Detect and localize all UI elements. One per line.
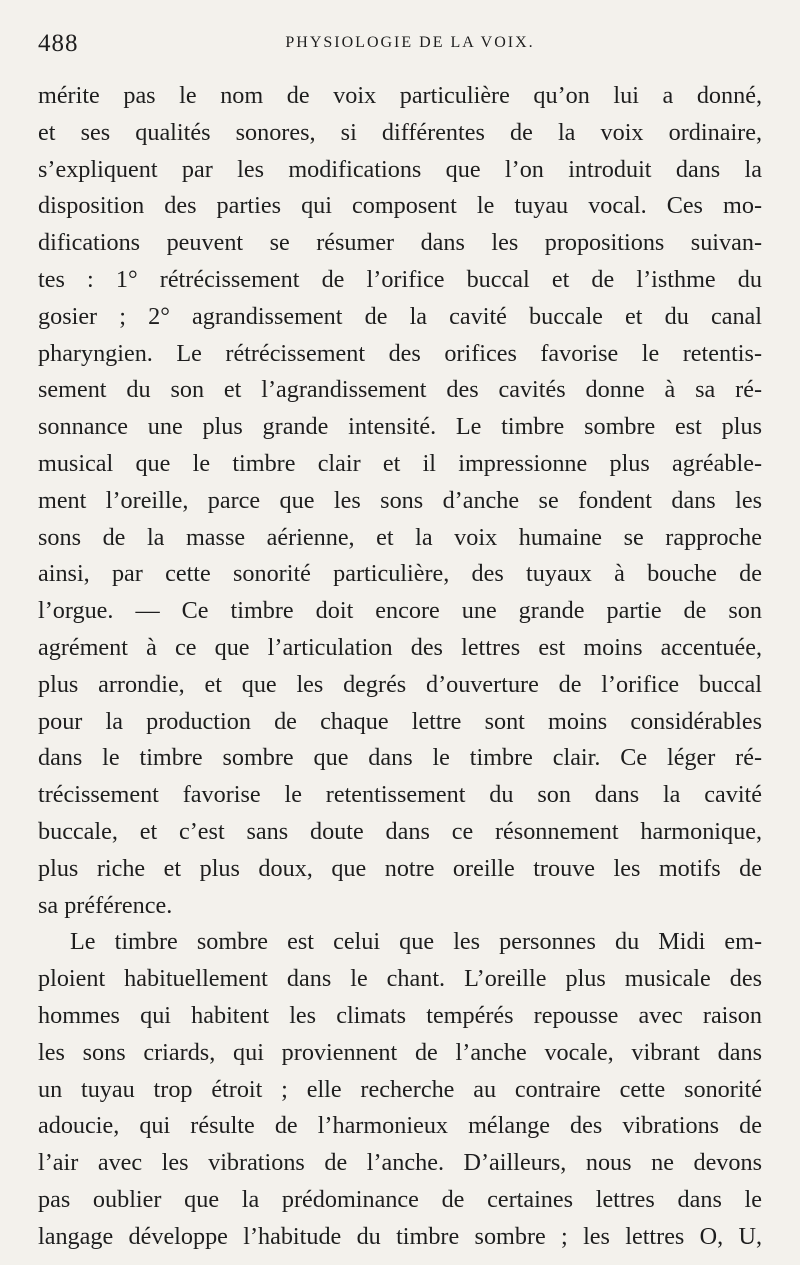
paragraph-end-line: sa préférence.: [38, 891, 173, 919]
text-line: l’orgue. — Ce timbre doit encore une grande partie de son: [38, 597, 762, 625]
text-line: ainsi, par cette sonorité particulière, des tuyaux à bouche de: [38, 560, 762, 588]
text-line: trécissement favorise le retentissement du son dans la cavité: [38, 781, 762, 809]
text-line: pas oublier que la prédominance de certaines lettres dans le: [38, 1185, 762, 1213]
text-line: ploient habituellement dans le chant. L’oreille plus musicale des: [38, 965, 762, 993]
text-line: et ses qualités sonores, si différentes de la voix ordinaire,: [38, 118, 762, 146]
text-line: gosier ; 2° agrandissement de la cavité buccale et du canal: [38, 302, 762, 330]
text-line: sons de la masse aérienne, et la voix humaine se rapproche: [38, 523, 762, 551]
text-line: pharyngien. Le rétrécissement des orifices favorise le retentis-: [38, 339, 762, 367]
text-line: plus arrondie, et que les degrés d’ouverture de l’orifice buccal: [38, 670, 762, 698]
text-line: dans le timbre sombre que dans le timbre clair. Ce léger ré-: [38, 744, 762, 772]
body-text: [38, 78, 762, 1256]
page-header: [38, 30, 762, 64]
text-line: mérite pas le nom de voix particulière qu’on lui a donné,: [38, 82, 762, 109]
text-line: l’air avec les vibrations de l’anche. D’ailleurs, nous ne devons: [38, 1149, 762, 1177]
text-line: tes : 1° rétrécissement de l’orifice buccal et de l’isthme du: [38, 265, 762, 293]
text-line: adoucie, qui résulte de l’harmonieux mélange des vibrations de: [38, 1112, 762, 1140]
text-line: agrément à ce que l’articulation des lettres est moins accentuée,: [38, 633, 762, 661]
text-line: sement du son et l’agrandissement des cavités donne à sa ré-: [38, 376, 762, 404]
running-title: PHYSIOLOGIE DE LA VOIX.: [285, 34, 535, 51]
text-line: difications peuvent se résumer dans les propositions suivan-: [38, 229, 762, 257]
text-line: ment l’oreille, parce que les sons d’anche se fondent dans les: [38, 486, 762, 514]
text-line: s’expliquent par les modifications que l’on introduit dans la: [38, 155, 762, 183]
text-line: buccale, et c’est sans doute dans ce résonnement harmonique,: [38, 817, 762, 845]
page-number: 488: [38, 30, 79, 57]
text-line: un tuyau trop étroit ; elle recherche au contraire cette sonorité: [38, 1075, 762, 1103]
text-line: disposition des parties qui composent le tuyau vocal. Ces mo-: [38, 192, 762, 220]
text-line: musical que le timbre clair et il impressionne plus agréable-: [38, 449, 762, 477]
paragraph-start-line: Le timbre sombre est celui que les personnes du Midi em-: [70, 928, 762, 956]
text-line: hommes qui habitent les climats tempérés repousse avec raison: [38, 1001, 762, 1029]
text-line: langage développe l’habitude du timbre sombre ; les lettres O, U,: [38, 1222, 762, 1250]
text-line: plus riche et plus doux, que notre oreille trouve les motifs de: [38, 854, 762, 882]
text-line: sonnance une plus grande intensité. Le timbre sombre est plus: [38, 413, 762, 441]
text-line: les sons criards, qui proviennent de l’anche vocale, vibrant dans: [38, 1038, 762, 1066]
text-line: pour la production de chaque lettre sont moins considérables: [38, 707, 762, 735]
